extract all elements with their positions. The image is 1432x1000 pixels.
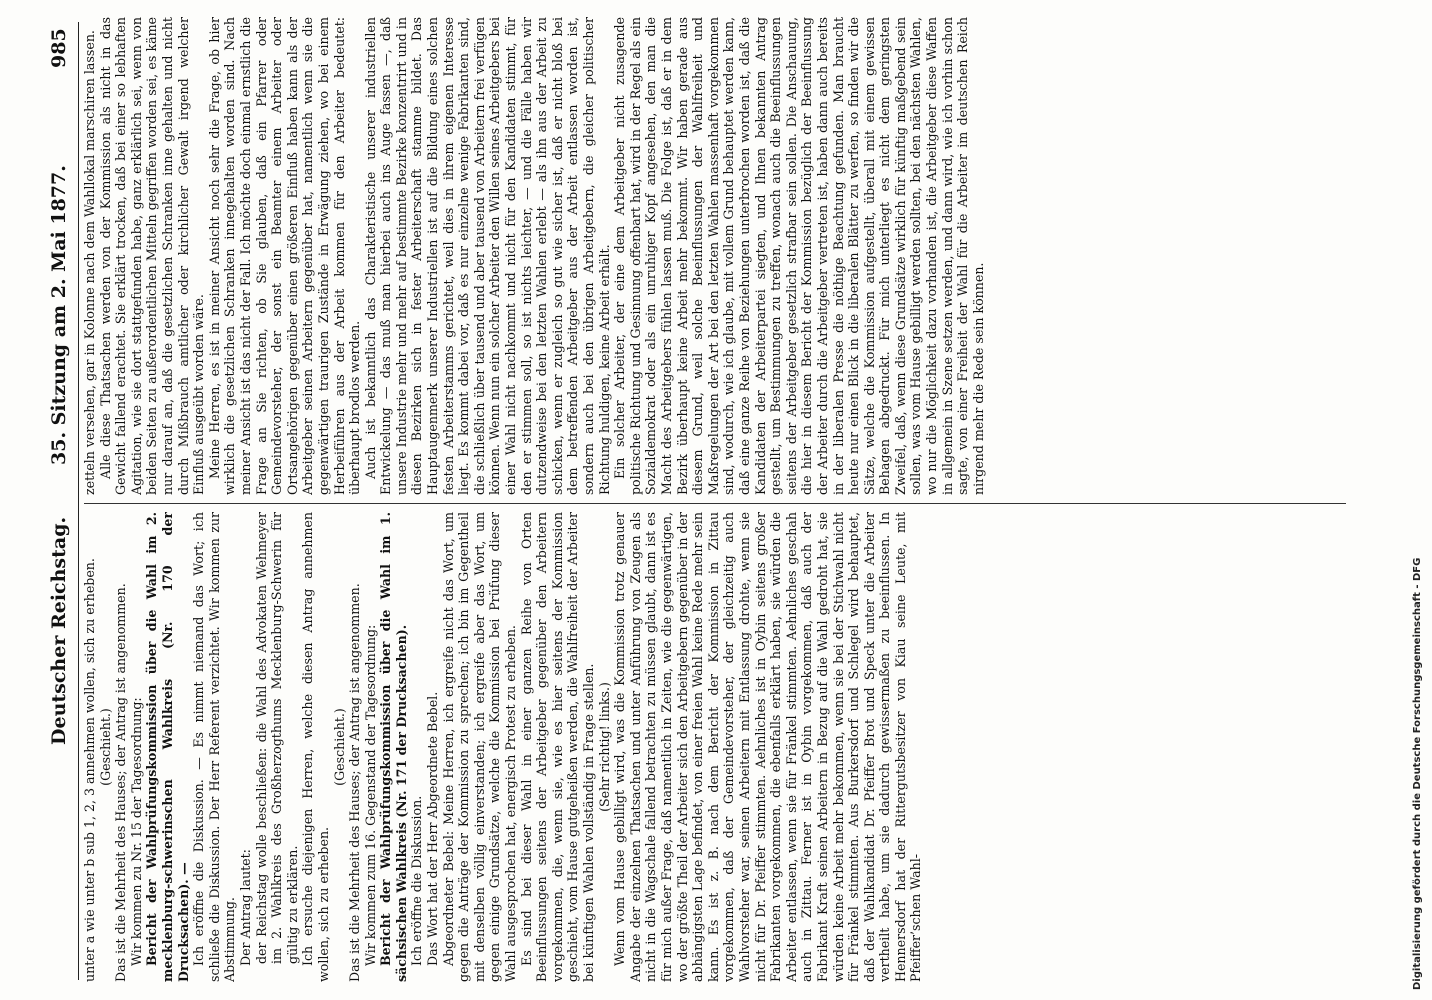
- paragraph: Das ist die Mehrheit des Hauses; der Antrag ist angenommen.: [113, 583, 129, 982]
- paragraph: (Geschieht.): [97, 708, 113, 786]
- paragraph: Wir kommen zu Nr. 15 der Tagesordnung:: [128, 697, 144, 966]
- paragraph: der Reichstag wolle beschließen: die Wahl des Advokaten Wehmeyer im 2. Wahlkreis des Großherzogthums Mecklenburg-Schwerin für gültig zu erklären.: [253, 512, 300, 964]
- paragraph: (Geschieht.): [331, 708, 347, 786]
- watermark-text: Digitalisierung gefördert durch die Deutsche Forschungsgemeinschaft - DFG: [1412, 557, 1423, 990]
- right-text-column: [82, 17, 1352, 495]
- paragraph: Wenn vom Hause gebilligt wird, was die Kommission trotz genauer Angabe der einzelnen Thatsachen und unter Anführung von Zeugen als nicht in die Wagschale fallend betrachten zu müssen glaubt, dann ist es für mich außer Frage, daß namentlich in Zeiten, wie die gegenwärtigen, wo der größte Theil der Arbeiter sich den Arbeitgebern gegenüber in der abhängigsten Lage befindet, von einer freien Wahl keine Rede mehr sein kann. Es ist z. B. nach dem Bericht der Kommission in Zittau vorgekommen, daß der Gemeindevorsteher, der gleichzeitig auch Wahlvorsteher war, seinen Arbeitern mit Entlassung drohte, wenn sie nicht für Dr. Pfeiffer stimmten. Aehnliches ist in Oybin seitens großer Fabrikanten vorgekommen, die ebenfalls erklärt haben, sie würden die Arbeiter entlassen, wenn sie für Fränkel stimmten. Aehnliches geschah auch in Zittau. Ferner ist in Oybin vorgekommen, daß auch der Fabrikant Kraft seinen Arbeitern in Bezug auf die Wahl gedroht hat, sie würden keine Arbeit mehr bekommen, wenn sie bei der Stichwahl nicht für Fränkel stimmten. Aus Burkersdorf und Schlegel wird behauptet, daß der Wahlkandidat Dr. Pfeiffer Brot und Speck unter die Arbeiter vertheilt habe, um sie dadurch gewissermaßen zu beeinflussen. In Hennersdorf hat der Rittergutsbesitzer von Kiau seine Leute, mit Pfeiffer’schen Wahl-: [612, 512, 924, 982]
- paragraph: zetteln versehen, gar in Kolonne nach dem Wahllokal marschiren lassen.: [82, 30, 97, 495]
- left-text-column: [82, 512, 1352, 982]
- header-session-date: 35. Sitzung am 2. Mai 1877.: [48, 165, 70, 465]
- paragraph: Das Wort hat der Herr Abgeordnete Bebel.: [425, 691, 441, 966]
- paragraph: Ein solcher Arbeiter, der eine dem Arbeitgeber nicht zusagende politische Richtung und Gesinnung offenbart hat, wird in der Regel als ein Sozialdemokrat oder als ein unruhiger Kopf angesehen, den man die Macht des Arbeitgebers fühlen lassen muß. Die Folge ist, daß er in dem Bezirk überhaupt keine Arbeit mehr bekommt. Wir haben gerade aus diesem Grund, weil solche Beeinflussungen der Wahlfreiheit und Maßregelungen der Art bei den letzten Wahlen massenhaft vorgekommen sind, wodurch, wie ich glaube, mit vollem Grund behauptet werden kann, daß eine ganze Reihe von Beziehungen unterbrochen worden ist, daß die Kandidaten der Arbeiterpartei siegten, und Ihnen bekannten Antrag gestellt, um Bestimmungen zu treffen, wonach auch die Beeinflussungen seitens der Arbeitgeber gesetzlich strafbar sein sollen. Die Anschauung, die hier in diesem Bericht der Kommission bezüglich der Beeinflussung der Arbeiter durch die Arbeitgeber vertreten ist, haben dann auch bereits in der liberalen Presse die nöthige Beachtung gefunden. Man braucht heute nur einen Blick in die liberalen Blätter zu werfen, so finden wir die Sätze, welche die Kommission aufgestellt, überall mit einem gewissen Behagen abgedruckt. Für mich unterliegt es nicht dem geringsten Zweifel, daß, wenn diese Grundsätze wirklich für künftig maßgebend sein sollen, was vom Hause gebilligt werden sollten, bei den nächsten Wahlen, wo nur die Möglichkeit dazu vorhanden ist, die Arbeitgeber diese Waffen in allgemein in Szene setzen werden, und dann wird, wie ich vorhin schon sagte, von einer Freiheit der Wahl für die Arbeiter im deutschen Reich nirgend mehr die Rede sein können.: [612, 17, 986, 495]
- paragraph: Ich ersuche diejenigen Herren, welche diesen Antrag annehmen wollen, sich zu erheben.: [300, 512, 331, 982]
- paragraph: unter a wie unter b sub 1, 2, 3 annehmen wollen, sich zu erheben.: [82, 558, 97, 982]
- paragraph: Ich eröffne die Diskussion.: [409, 795, 425, 966]
- paragraph: Bericht der Wahlprüfungskommission über die Wahl im 2. mecklenburg-schwerinschen Wahlkreis (Nr. 170 der Drucksachen). —: [144, 512, 191, 982]
- paragraph: Wir kommen zum 16. Gegenstand der Tagesordnung:: [362, 624, 378, 966]
- paragraph: Das ist die Mehrheit des Hauses; der Antrag ist angenommen.: [347, 583, 363, 982]
- paragraph: Es sind bei dieser Wahl in einer ganzen Reihe von Orten Beeinflussungen seitens der Arbeitgeber gegenüber den Arbeitern vorgekommen, die, wenn sie, wie es hier seitens der Kommission geschieht, vom Hause gutgeheißen werden, die Wahlfreiheit der Arbeiter bei künftigen Wahlen vollständig in Frage stellen.: [518, 512, 596, 982]
- paragraph: Bericht der Wahlprüfungskommission über die Wahl im 1. sächsischen Wahlkreis (Nr. 171 der Drucksachen).: [378, 512, 409, 982]
- header-page-number: 985: [48, 28, 70, 68]
- column-divider: [84, 503, 1346, 504]
- paragraph: Auch ist bekanntlich das Charakteristische unserer industriellen Entwickelung — das muß man hierbei auch ins Auge fassen —, daß unsere Industrie mehr und mehr auf bestimmte Bezirke konzentrirt und in diesen Bezirken sich in fester Arbeiterschaft stamme bildet. Das Hauptaugenmerk unserer Industriellen ist auf die Bildung eines solchen festen Arbeiterstamms gerichtet, weil dies in ihrem eigenen Interesse liegt. Es kommt dabei vor, daß es nur einzelne wenige Fabrikanten sind, die schließlich über tausend und aber tausend von Arbeitern frei verfügen können. Wenn nun ein solcher Arbeiter den Willen seines Arbeitgebers bei einer Wahl nicht nachkommt und nicht für den Kandidaten stimmt, für den er stimmen soll, so ist nichts leichter, — und die Fälle haben wir dutzendweise bei den letzten Wahlen erlebt — als ihn aus der Arbeit zu schicken, wenn er zugleich so gut wie sicher ist, daß er nicht bloß bei dem betreffenden Arbeitgeber aus der Arbeit entlassen worden ist, sondern auch bei den übrigen Arbeitgebern, die gleicher politischer Richtung huldigen, keine Arbeit erhält.: [362, 17, 612, 495]
- dfg-watermark: [1412, 60, 1426, 990]
- paragraph: Ich eröffne die Diskussion. — Es nimmt niemand das Wort; ich schließe die Diskussion. Der Herr Referent verzichtet. Wir kommen zur Abstimmung.: [191, 512, 238, 982]
- paragraph: Der Antrag lautet:: [237, 849, 253, 966]
- paragraph: Meine Herren, es ist in meiner Ansicht noch sehr die Frage, ob hier wirklich die gesetzlichen Schranken innegehalten worden sind. Nach meiner Ansicht ist das nicht der Fall. Ich möchte doch einmal ernstlich die Frage an Sie richten, ob Sie glauben, daß ein Pfarrer oder Gemeindevorsteher, der sonst ein Beamter einem Arbeiter oder Ortsangehörigen gegenüber einen größeren Einfluß haben kann als der Arbeitgeber seinen Arbeitern gegenüber hat, namentlich wenn sie die gegenwärtigen traurigen Zustände in Erwägung ziehen, wo bei einem Herbeiführen aus der Arbeit kommen für den Arbeiter bedeutet: überhaupt brodlos werden.: [206, 17, 363, 495]
- paragraph: Alle diese Thatsachen werden von der Kommission als nicht in das Gewicht fallend erachtet. Sie erklärt trocken, daß bei einer so lebhaften Agitation, wie sie dort stattgefunden habe, ganz erklärlich sei, wenn von beiden Seiten zu außerordentlichen Mitteln gegriffen worden sei, es käme nur darauf an, daß die gesetzlichen Schranken inne gehalten und nicht durch Mißbrauch amtlicher oder kirchlicher Gewalt irgend welcher Einfluß ausgeübt worden wäre.: [97, 17, 207, 495]
- page-header: [44, 22, 79, 980]
- paragraph: Abgeordneter Bebel: Meine Herren, ich ergreife nicht das Wort, um gegen die Anträge der Kommission zu sprechen; ich bin im Gegentheil mit denselben völlig einverstanden; ich ergreife aber das Wort, um gegen einige Grundsätze, welche die Kommission bei Prüfung dieser Wahl ausgesprochen hat, energisch Protest zu erheben.: [440, 512, 519, 982]
- header-publication-title: Deutscher Reichstag.: [48, 516, 70, 745]
- paragraph: (Sehr richtig! links.): [596, 682, 612, 812]
